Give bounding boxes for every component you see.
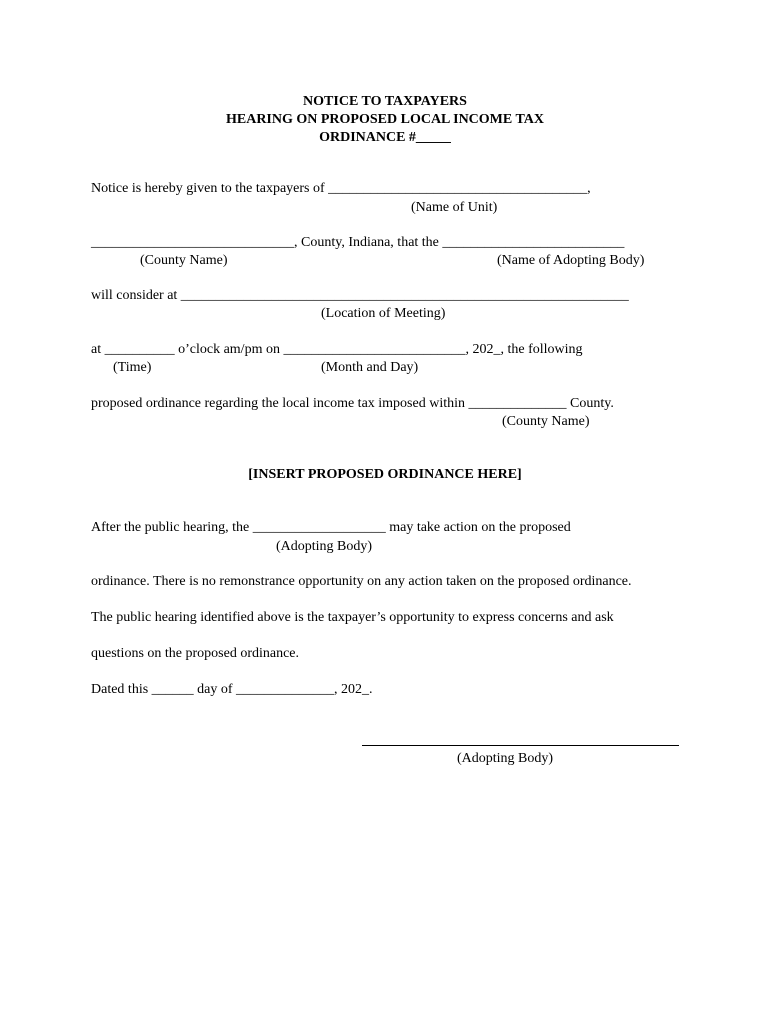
- title-line-1: NOTICE TO TAXPAYERS: [303, 94, 467, 109]
- title-line-3: ORDINANCE #_____: [319, 130, 451, 145]
- dated-line: Dated this ______ day of ______________, 202_.: [91, 682, 373, 697]
- label-location-of-meeting: (Location of Meeting): [321, 306, 446, 321]
- notice-line-time: at __________ o’clock am/pm on __________________________, 202_, the following: [91, 342, 583, 357]
- notice-line-county: _____________________________, County, Indiana, that the __________________________: [91, 235, 625, 250]
- notice-line-location: will consider at ________________________________________________________________: [91, 288, 629, 303]
- label-adopting-body: (Adopting Body): [276, 539, 373, 554]
- title-line-2: HEARING ON PROPOSED LOCAL INCOME TAX: [225, 112, 544, 127]
- signature-label-adopting-body: (Adopting Body): [457, 751, 554, 766]
- notice-line-unit: Notice is hereby given to the taxpayers of _____________________________________,: [91, 181, 591, 196]
- label-county-name: (County Name): [140, 253, 228, 268]
- label-county-name-2: (County Name): [502, 414, 590, 429]
- opportunity-line: The public hearing identified above is the taxpayer’s opportunity to express concerns and ask: [91, 610, 614, 625]
- insert-ordinance-placeholder: [INSERT PROPOSED ORDINANCE HERE]: [248, 467, 522, 482]
- label-name-of-unit: (Name of Unit): [411, 200, 498, 215]
- after-hearing-line: After the public hearing, the ___________________ may take action on the proposed: [91, 520, 571, 535]
- remonstrance-line: ordinance. There is no remonstrance opportunity on any action taken on the proposed ordinance.: [91, 574, 632, 589]
- label-time: (Time): [113, 360, 152, 375]
- questions-line: questions on the proposed ordinance.: [91, 646, 300, 661]
- label-name-of-adopting-body: (Name of Adopting Body): [497, 253, 645, 268]
- signature-line: [362, 745, 679, 746]
- notice-line-ordinance: proposed ordinance regarding the local income tax imposed within ______________ County.: [91, 396, 614, 411]
- label-month-and-day: (Month and Day): [321, 360, 419, 375]
